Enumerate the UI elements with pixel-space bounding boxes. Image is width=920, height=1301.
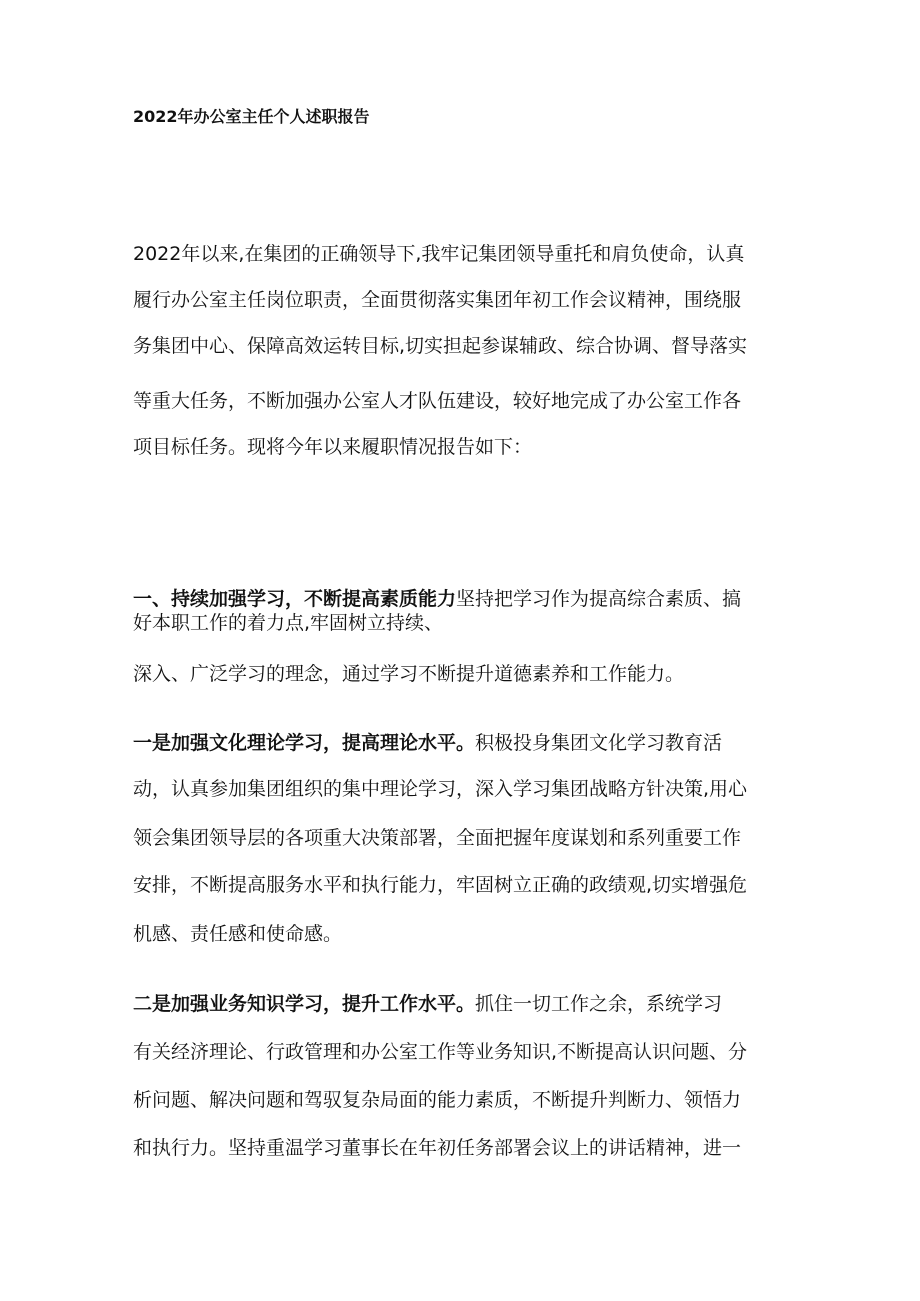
point1-line1-text: 积极投身集团文化学习教育活 — [475, 732, 723, 754]
intro-line-5: 项目标任务。现将今年以来履职情况报告如下： — [133, 436, 533, 458]
intro-line-1: 2022年以来,在集团的正确领导下,我牢记集团领导重托和肩负使命，认真 — [133, 243, 745, 265]
intro-line-4: 等重大任务，不断加强办公室人才队伍建设，较好地完成了办公室工作各 — [133, 390, 742, 412]
point2-line-4: 和执行力。坚持重温学习董事长在年初任务部署会议上的讲话精神，进一 — [133, 1137, 742, 1159]
point1-heading: 一是加强文化理论学习，提高理论水平。 — [133, 732, 476, 754]
section1-heading: 一、持续加强学习，不断提高素质能力 — [133, 588, 457, 610]
point1-line-5: 机感、责任感和使命感。 — [133, 923, 343, 945]
point1-line-4: 安排，不断提高服务水平和执行能力，牢固树立正确的政绩观,切实增强危 — [133, 874, 748, 896]
point1-line-3: 领会集团领导层的各项重大决策部署，全面把握年度谋划和系列重要工作 — [133, 827, 742, 849]
point2-line-1 — [133, 992, 722, 1016]
point2-line1-text: 抓住一切工作之余，系统学习 — [475, 993, 723, 1015]
document-title: 2022年办公室主任个人述职报告 — [133, 107, 370, 126]
point2-line-2: 有关经济理论、行政管理和办公室工作等业务知识,不断提高认识问题、分 — [133, 1041, 748, 1063]
point1-line-2: 动，认真参加集团组织的集中理论学习，深入学习集团战略方针决策,用心 — [133, 778, 748, 800]
point2-heading: 二是加强业务知识学习，提升工作水平。 — [133, 993, 476, 1015]
section1-line1-text: 坚持把学习作为提高综合素质、搞 — [456, 588, 742, 610]
section1-line-1 — [133, 587, 741, 611]
section1-line-2: 好本职工作的着力点,牢固树立持续、 — [133, 612, 444, 634]
section1-line-3: 深入、广泛学习的理念，通过学习不断提升道德素养和工作能力。 — [133, 663, 685, 685]
point2-line-3: 析问题、解决问题和驾驭复杂局面的能力素质，不断提升判断力、领悟力 — [133, 1089, 742, 1111]
point1-line-1 — [133, 731, 722, 755]
intro-line-2: 履行办公室主任岗位职责，全面贯彻落实集团年初工作会议精神，围绕服 — [133, 289, 742, 311]
intro-line-3: 务集团中心、保障高效运转目标,切实担起参谋辅政、综合协调、督导落实 — [133, 335, 748, 357]
